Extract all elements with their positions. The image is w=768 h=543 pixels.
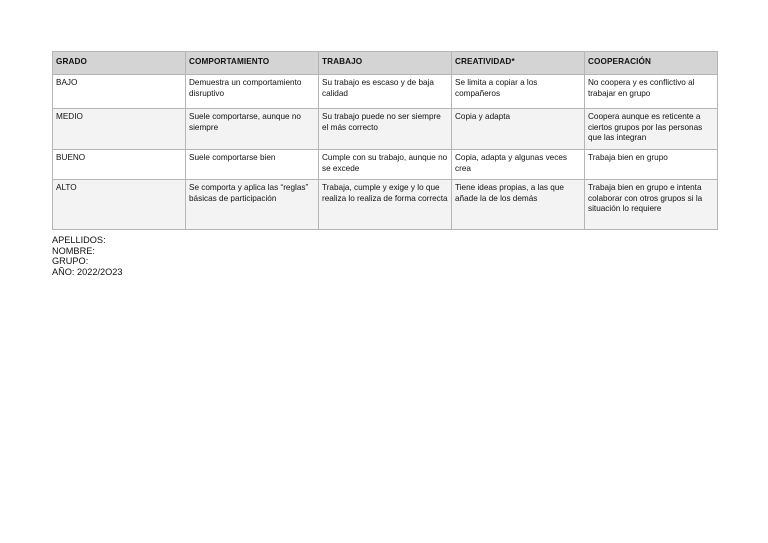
cell-trabajo: Su trabajo puede no ser siempre el más correcto: [319, 109, 452, 150]
cell-grado: ALTO: [53, 180, 186, 230]
cell-comportamiento: Suele comportarse bien: [186, 150, 319, 180]
cell-cooperacion: No coopera y es conflictivo al trabajar en grupo: [585, 75, 718, 109]
cell-grado: BUENO: [53, 150, 186, 180]
table-row-bajo: [53, 75, 718, 109]
cell-creatividad: Copia, adapta y algunas veces crea: [452, 150, 585, 180]
grupo-label: GRUPO:: [52, 256, 89, 266]
cell-grado: BAJO: [53, 75, 186, 109]
header-cooperacion: COOPERACIÓN: [585, 52, 718, 75]
table-row-bueno: [53, 150, 718, 180]
cell-creatividad: Tiene ideas propias, a las que añade la de los demás: [452, 180, 585, 230]
apellidos-label: APELLIDOS:: [52, 235, 106, 245]
student-info-block: [52, 235, 122, 277]
header-grado: GRADO: [53, 52, 186, 75]
cell-cooperacion: Trabaja bien en grupo: [585, 150, 718, 180]
cell-creatividad: Copia y adapta: [452, 109, 585, 150]
cell-cooperacion: Coopera aunque es reticente a ciertos grupos por las personas que las integran: [585, 109, 718, 150]
header-comportamiento: COMPORTAMIENTO: [186, 52, 319, 75]
cell-creatividad: Se limita a copiar a los compañeros: [452, 75, 585, 109]
cell-trabajo: Cumple con su trabajo, aunque no se excede: [319, 150, 452, 180]
evaluation-rubric-table: [52, 51, 718, 230]
header-creatividad: CREATIVIDAD*: [452, 52, 585, 75]
nombre-label: NOMBRE:: [52, 245, 95, 256]
cell-trabajo: Trabaja, cumple y exige y lo que realiza lo realiza de forma correcta: [319, 180, 452, 230]
cell-cooperacion: Trabaja bien en grupo e intenta colaborar con otros grupos si la situación lo requiere: [585, 180, 718, 230]
table-row-medio: [53, 109, 718, 150]
cell-grado: MEDIO: [53, 109, 186, 150]
cell-comportamiento: Demuestra un comportamiento disruptivo: [186, 75, 319, 109]
cell-trabajo: Su trabajo es escaso y de baja calidad: [319, 75, 452, 109]
table-row-alto: [53, 180, 718, 230]
cell-comportamiento: Se comporta y aplica las “reglas” básicas de participación: [186, 180, 319, 230]
cell-comportamiento: Suele comportarse, aunque no siempre: [186, 109, 319, 150]
anio-label: AÑO: 2022/2O23: [52, 266, 123, 277]
table-header-row: [53, 52, 718, 75]
header-trabajo: TRABAJO: [319, 52, 452, 75]
